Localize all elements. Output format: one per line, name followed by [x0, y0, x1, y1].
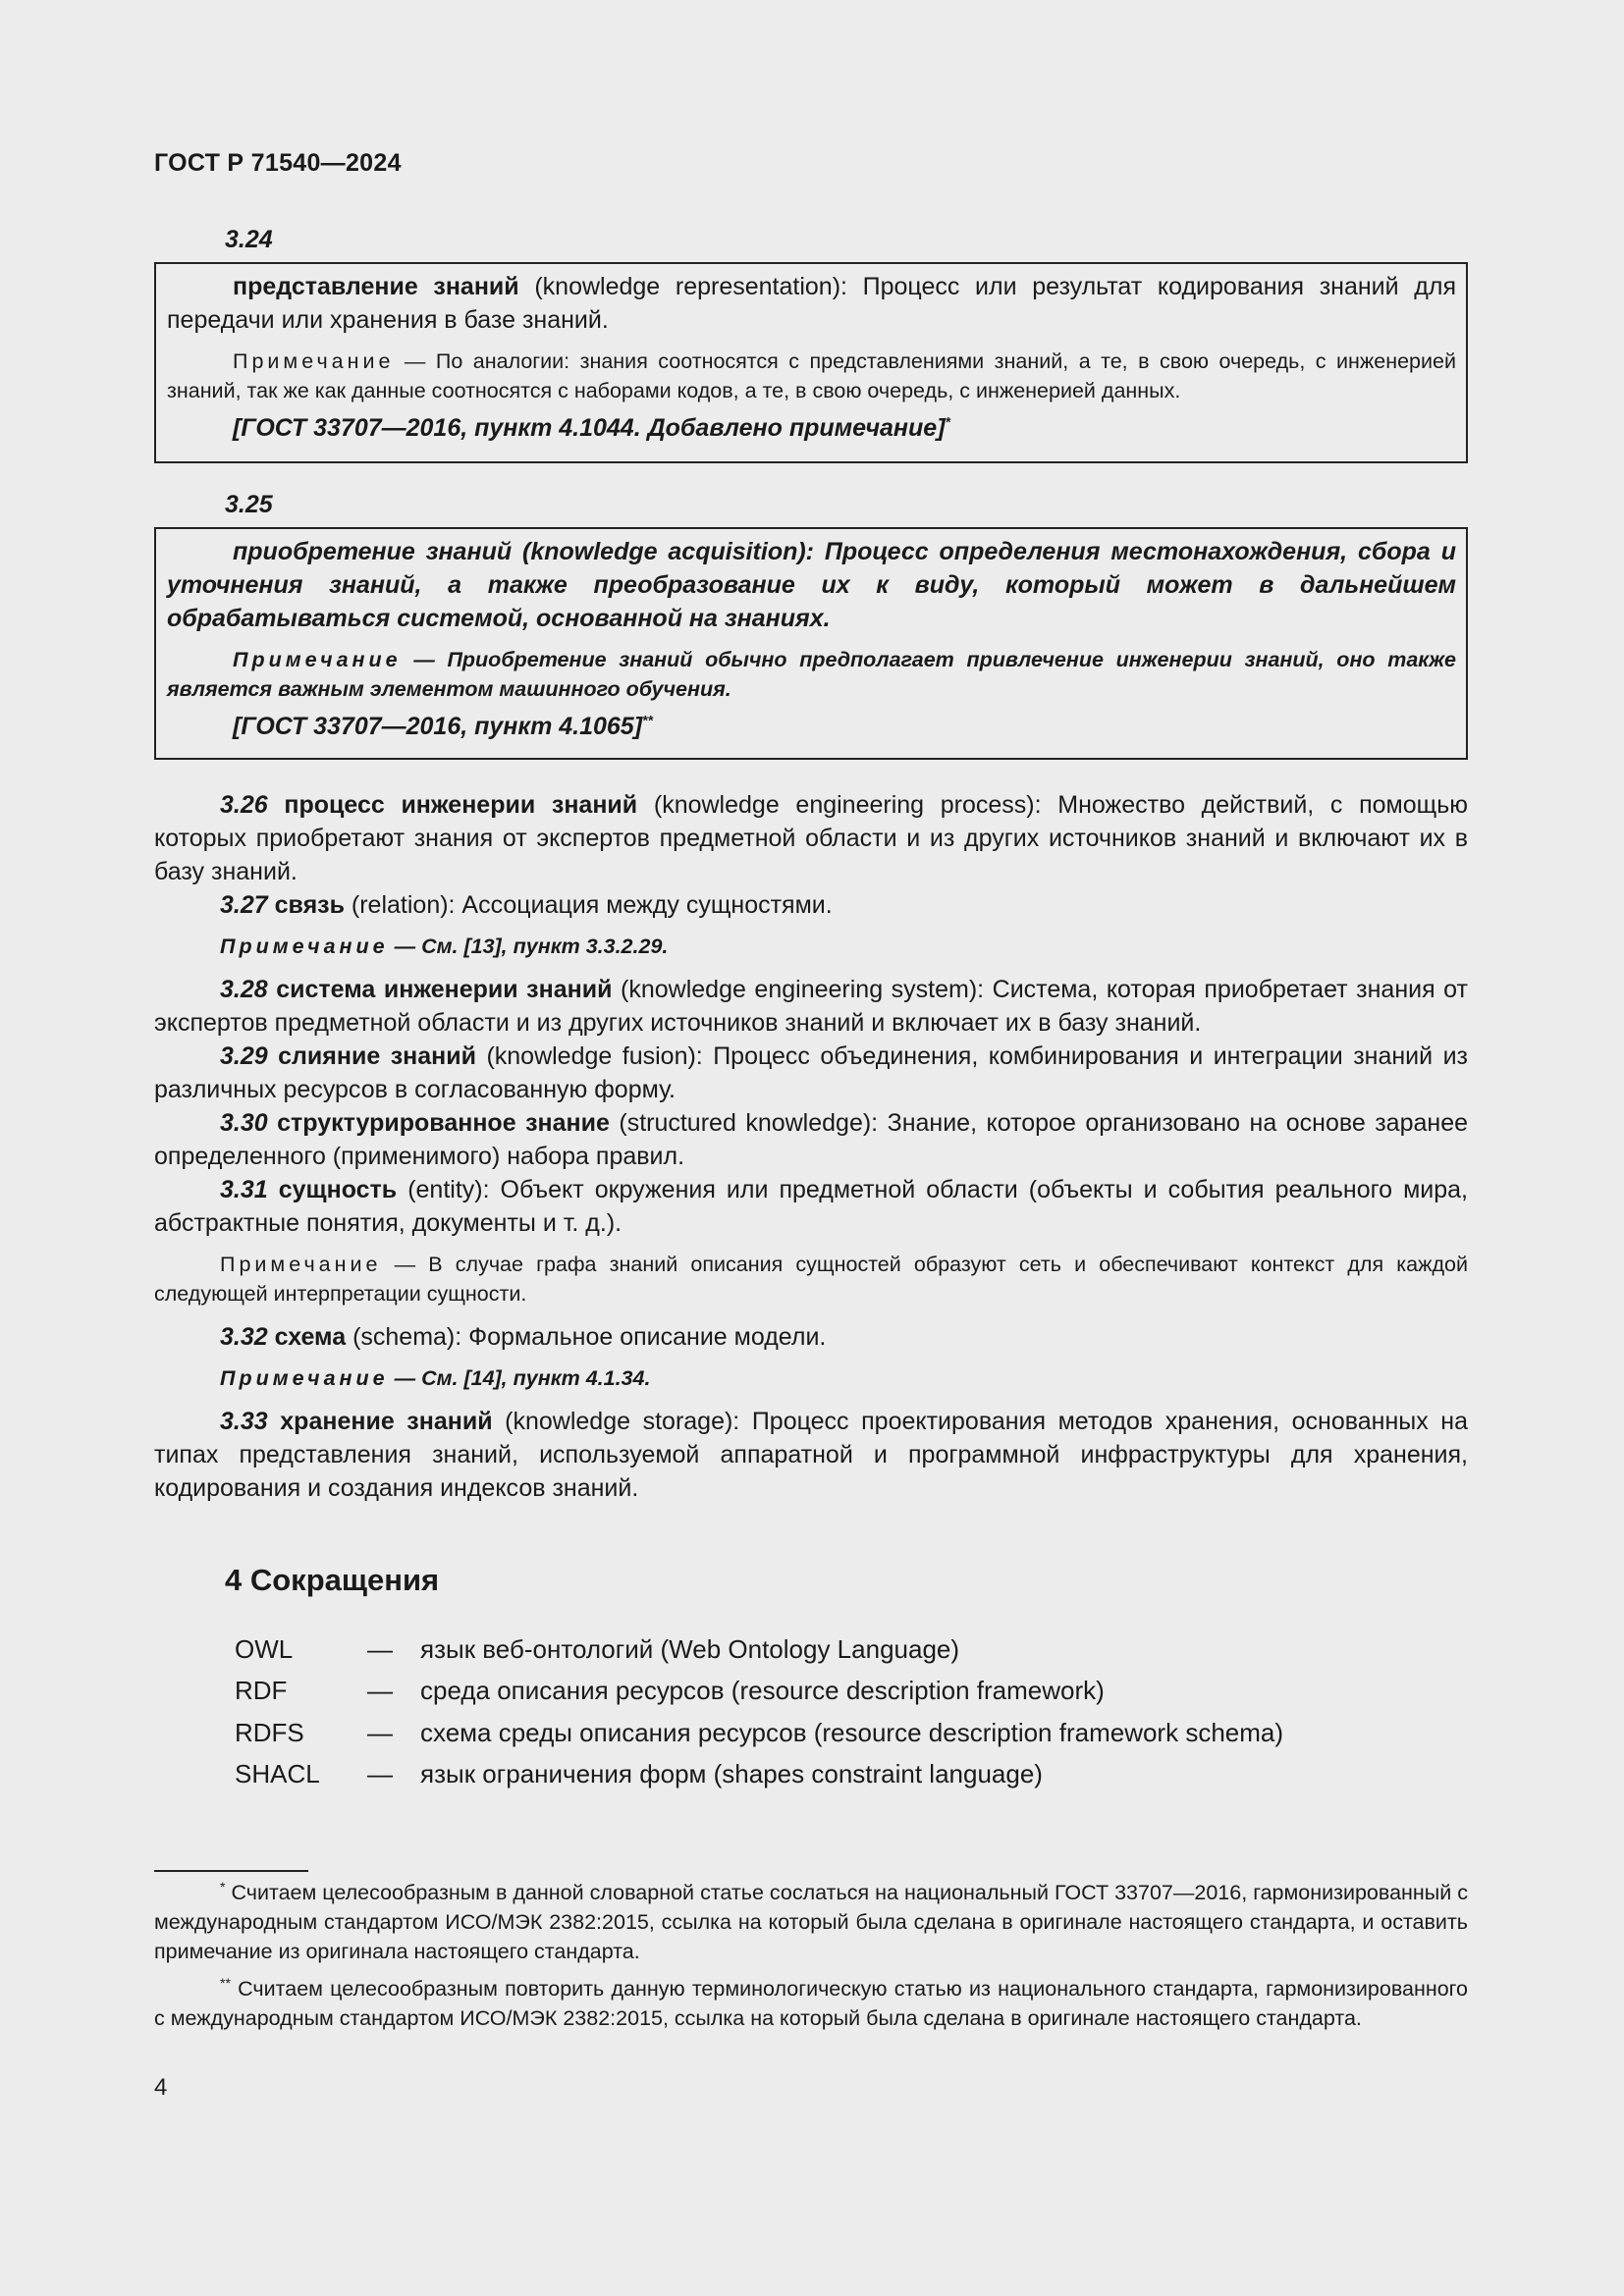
term-text: (knowledge storage): Процесс проектирования методов хранения, основанных на типах представления знаний, используемой аппаратной и программной инфраструктуры для хранения, кодирования и создания индексов знаний.: [154, 1408, 1469, 1502]
footnote-separator: [154, 1870, 308, 1872]
term-text: (schema): Формальное описание модели.: [346, 1323, 827, 1351]
term-name: система инженерии знаний: [276, 976, 613, 1003]
term-name: хранение знаний: [280, 1408, 493, 1435]
note-text: — В случае графа знаний описания сущностей образуют сеть и обеспечивают контекст для каждой следующей интерпретации сущности.: [154, 1253, 1468, 1306]
term-number: 3.32: [220, 1323, 268, 1351]
note-label: Примечание: [220, 934, 389, 958]
terms-list: [154, 788, 1468, 1505]
note-label: Примечание: [220, 1366, 389, 1390]
term-entry-3-32: [154, 1320, 1468, 1354]
term-name: слияние знаний: [278, 1042, 476, 1070]
term-text: (knowledge engineering system): Система, которая приобретает знания от экспертов предметной области и из других источников знаний и включает их в базу знаний.: [154, 976, 1468, 1037]
term-entry-3-28: [154, 973, 1468, 1040]
source-text: [ГОСТ 33707—2016, пункт 4.1044. Добавлено примечание]: [233, 414, 946, 442]
abbreviation-description: среда описания ресурсов (resource description framework): [420, 1676, 1105, 1705]
term-number-3-25: 3.25: [225, 491, 273, 518]
dash: —: [367, 1718, 393, 1747]
page-number: 4: [154, 2074, 168, 2101]
footnote-text: Считаем целесообразным в данной словарной статье сослаться на национальный ГОСТ 33707—2016, гармонизированный с международным стандартом ИСО/МЭК 2382:2015, ссылка на который была сделана в оригинале настоящего стандарта, и оставить примечание из оригинала настоящего стандарта.: [154, 1881, 1468, 1963]
term-name: процесс инженерии знаний: [284, 791, 638, 819]
note-3-25: [167, 645, 1456, 704]
term-text: (relation): Ассоциация между сущностями.: [344, 891, 833, 919]
abbreviation-description: язык ограничения форм (shapes constraint language): [420, 1759, 1043, 1789]
term-number: 3.29: [220, 1042, 268, 1070]
note-text: — По аналогии: знания соотносятся с представлениями знаний, а те, в свою очередь, с инженерией знаний, так же как данные соотносятся с наборами кодов, а те, в свою очередь, с инженерией данных.: [167, 349, 1456, 402]
abbreviation: SHACL: [235, 1759, 320, 1789]
term-text: (knowledge engineering process): Множество действий, с помощью которых приобретают знания от экспертов предметной области и из других источников знаний и включают их в базу знаний.: [154, 791, 1468, 885]
term-name: структурированное знание: [277, 1109, 610, 1137]
dash: —: [367, 1634, 393, 1664]
footnote-text: Считаем целесообразным повторить данную терминологическую статью из национального стандарта, гармонизированного с международным стандартом ИСО/МЭК 2382:2015, ссылка на который была сделана в оригинале настоящего стандарта.: [154, 1977, 1468, 2030]
note-3-32: [154, 1363, 1468, 1393]
term-number: 3.30: [220, 1109, 268, 1137]
note-3-31: [154, 1250, 1468, 1308]
term-number: 3.28: [220, 976, 268, 1003]
term-entry-3-30: [154, 1106, 1468, 1173]
note-label: Примечание: [233, 349, 395, 373]
footnote-ref: **: [642, 712, 653, 728]
footnote-1: [154, 1878, 1468, 1966]
term-text: (entity): Объект окружения или предметной области (объекты и события реального мира, абстрактные понятия, документы и т. д.).: [154, 1176, 1469, 1237]
note-text: — Приобретение знаний обычно предполагает привлечение инженерии знаний, оно также является важным элементом машинного обучения.: [167, 648, 1456, 701]
term-name: сущность: [278, 1176, 398, 1203]
footnote-2: [154, 1974, 1468, 2033]
term-entry-3-31: [154, 1173, 1468, 1240]
term-number: 3.27: [220, 891, 268, 919]
term-number: 3.26: [220, 791, 268, 819]
source-3-24: [167, 411, 1456, 445]
abbreviation-description: схема среды описания ресурсов (resource description framework schema): [420, 1718, 1284, 1747]
term-definition-3-24: [167, 270, 1456, 337]
term-definition-3-25: приобретение знаний (knowledge acquisition): Процесс определения местонахождения, сбора и уточнения знаний, а также преобразование их к виду, который может в дальнейшем обрабатываться системой, основанной на знаниях.: [167, 538, 1456, 632]
source-3-25: [167, 710, 1456, 743]
term-box-3-25: [154, 527, 1468, 760]
footnote-mark: **: [220, 1974, 231, 1991]
section-title: 4 Сокращения: [225, 1563, 440, 1597]
footnote-mark: *: [220, 1878, 226, 1895]
note-text: — См. [14], пункт 4.1.34.: [388, 1366, 651, 1390]
term-name: представление знаний: [233, 273, 519, 300]
abbreviation: RDF: [235, 1676, 288, 1705]
abbreviation: RDFS: [235, 1718, 304, 1747]
footnotes: [154, 1878, 1468, 2033]
term-box-3-24: [154, 262, 1468, 463]
document-header: ГОСТ Р 71540—2024: [154, 149, 402, 177]
abbreviation: OWL: [235, 1634, 294, 1664]
term-text: (knowledge representation): Процесс или результат кодирования знаний для передачи или хранения в базе знаний.: [167, 273, 1456, 334]
note-label: Примечание: [233, 648, 402, 671]
term-number-3-24: 3.24: [225, 226, 273, 253]
term-entry-3-29: [154, 1040, 1468, 1106]
dash: —: [367, 1759, 393, 1789]
note-text: — См. [13], пункт 3.3.2.29.: [388, 934, 669, 958]
term-entry-3-33: [154, 1405, 1468, 1505]
term-entry-3-26: [154, 788, 1468, 888]
term-entry-3-27: [154, 888, 1468, 922]
note-3-24: [167, 347, 1456, 405]
footnote-ref: *: [945, 413, 950, 430]
term-name: схема: [274, 1323, 347, 1351]
term-number: 3.31: [220, 1176, 268, 1203]
note-3-27: [154, 932, 1468, 961]
dash: —: [367, 1676, 393, 1705]
note-label: Примечание: [220, 1253, 382, 1276]
term-text: (structured knowledge): Знание, которое организовано на основе заранее определенного (применимого) набора правил.: [154, 1109, 1469, 1170]
source-text: [ГОСТ 33707—2016, пункт 4.1065]: [233, 713, 643, 740]
term-text: (knowledge fusion): Процесс объединения, комбинирования и интеграции знаний из различных ресурсов в согласованную форму.: [154, 1042, 1468, 1103]
term-name: связь: [274, 891, 345, 919]
abbreviation-description: язык веб-онтологий (Web Ontology Language): [420, 1634, 960, 1664]
term-number: 3.33: [220, 1408, 268, 1435]
